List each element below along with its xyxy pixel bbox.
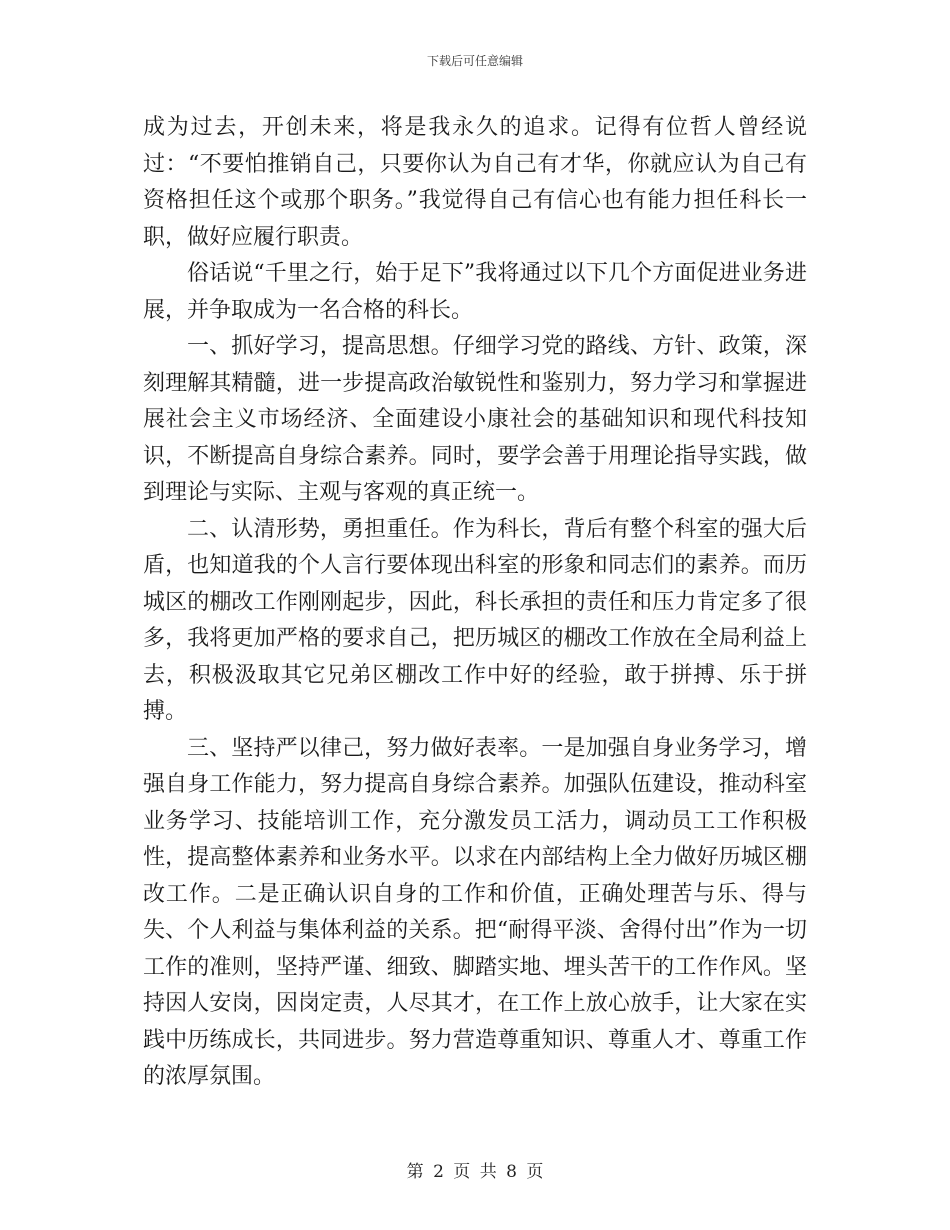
paragraph-continuation: 成为过去，开创未来，将是我永久的追求。记得有位哲人曾经说过：“不要怕推销自己，只要你认为自己有才华，你就应认为自己有资格担任这个或那个职务。”我觉得自己有信心也有能力担任科长一职，做好应履行职责。 <box>143 115 807 250</box>
paragraph-point-one: 一、抓好学习，提高思想。仔细学习党的路线、方针、政策，深刻理解其精髓，进一步提高政治敏锐性和鉴别力，努力学习和掌握进展社会主义市场经济、全面建设小康社会的基础知识和现代科技知识，不断提高自身综合素养。同时，要学会善于用理论指导实践，做到理论与实际、主观与客观的真正统一。 <box>143 334 807 505</box>
document-body <box>143 110 807 1096</box>
paragraph-point-three: 三、坚持严以律己，努力做好表率。一是加强自身业务学习，增强自身工作能力，努力提高自身综合素养。加强队伍建设，推动科室业务学习、技能培训工作，充分激发员工活力，调动员工工作积极性，提高整体素养和业务水平。以求在内部结构上全力做好历城区棚改工作。二是正确认识自身的工作和价值，正确处理苦与乐、得与失、个人利益与集体利益的关系。把“耐得平淡、舍得付出”作为一切工作的准则，坚持严谨、细致、脚踏实地、埋头苦干的工作作风。坚持因人安岗，因岗定责，人尽其才，在工作上放心放手，让大家在实践中历练成长，共同进步。努力营造尊重知识、尊重人才、尊重工作的浓厚氛围。 <box>143 735 807 1089</box>
page-header: 下载后可任意编辑 <box>426 54 523 68</box>
page-number: 第 2 页 共 8 页 <box>406 1162 544 1182</box>
paragraph-point-two: 二、认清形势，勇担重任。作为科长，背后有整个科室的强大后盾，也知道我的个人言行要体现出科室的形象和同志们的素养。而历城区的棚改工作刚刚起步，因此，科长承担的责任和压力肯定多了很多，我将更加严格的要求自己，把历城区的棚改工作放在全局利益上去，积极汲取其它兄弟区棚改工作中好的经验，敢于拼搏、乐于拼搏。 <box>143 516 807 724</box>
paragraph-proverb: 俗话说“千里之行，始于足下”我将通过以下几个方面促进业务进展，并争取成为一名合格的科长。 <box>143 261 807 323</box>
